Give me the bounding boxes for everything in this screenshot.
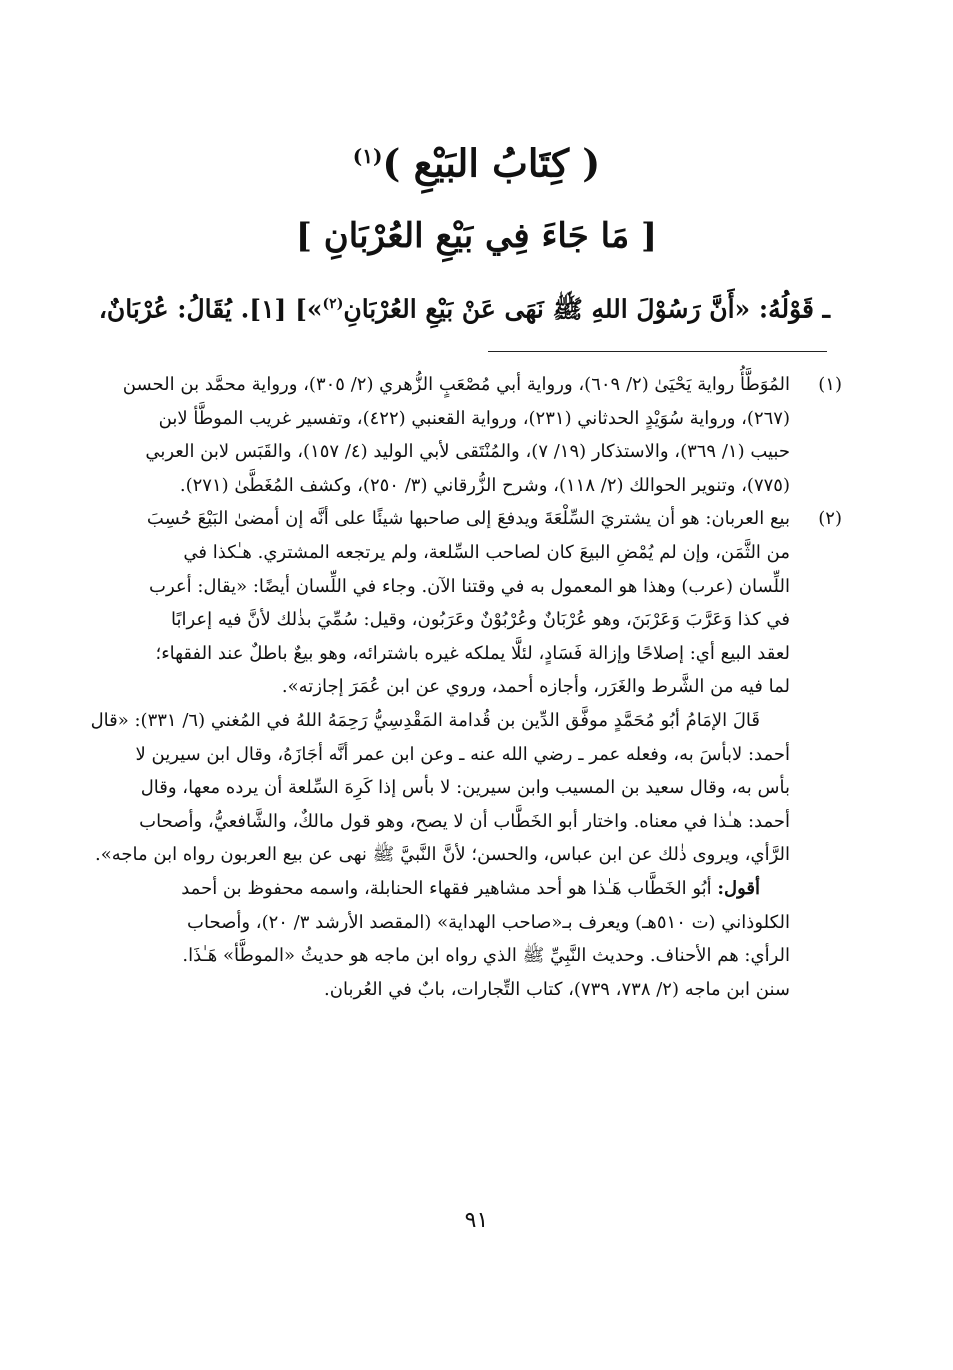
lead-text-after: »] [١]. يُقَالُ: عُرْبَانٌ،	[98, 294, 323, 324]
footnote-line: أحمد: لابأسَ به، وفعله عمر ـ رضي الله عنه ـ وعن ابن عمر أنَّه أجَازَهُ، وقال ابن سيرين لا	[135, 743, 790, 765]
footnote-line: لما فيه من الشَّرط والغَرَر، وأجازه أحمد، وروي عن ابن عُمَرَ إجازته».	[281, 676, 790, 698]
footnote-line: المُوَطَّأُ رواية يَحْيَىٰ (٢/ ٦٠٩)، ورواية أبي مُصْعَبٍ الزُّهري (٢/ ٣٠٥)، ورواية محمَّد بن الحسن	[122, 374, 790, 395]
chapter-title-text: ( كِتَابُ البَيْعِ )	[382, 140, 601, 186]
footnote-line-text: أبُو الخَطَّاب هَـٰذا هو أحد مشاهير فقهاء الحنابلة، واسمه محفوظ بن أحمد	[181, 877, 718, 899]
footnotes	[90, 368, 842, 1006]
footnote-line: بأس به، وقال سعيد بن المسيب وابن سيرين: لا بأس إذا كَرِهَ السِّلعة أن يرده معها، وقال	[140, 777, 790, 799]
footnote-line: حبيب (١/ ٣٦٩)، والاستذكار (١٩/ ٧)، والمُنْتَقى لأبي الوليد (٤/ ١٥٧)، والقَبَس لابن العربي	[145, 441, 790, 463]
footnote-number: (١)	[818, 374, 842, 395]
chapter-title-footnote-ref: (١)	[352, 144, 383, 168]
page-number: ٩١	[464, 1208, 489, 1233]
section-heading: [ مَا جَاءَ فِي بَيْعِ العُرْبَانِ ]	[295, 216, 658, 256]
lead-footnote-ref: (٢)	[322, 296, 344, 312]
footnote-line: قَالَ الإمَامُ أبُو مُحَمَّدٍ موفَّق الدِّين بن قُدامة المَقْدِسِيُّ رَحِمَهُ اللهُ في المُغني (٦/ ٣٣١): «قال	[90, 709, 760, 731]
footnote-line: أحمد: هـٰذا في معناه. واختار أبو الخَطَّاب أن لا يصح، وهو قول مالكٌ، والشَّافعيُّ، وأصحاب	[139, 810, 790, 832]
footnote-line: (٢٦٧)، ورواية سُوَيْدٍ الحدثاني (٢٣١)، ورواية القعنبي (٤٢٢)، وتفسير غريب الموطَّأ لابن	[158, 407, 790, 429]
footnote-line: الكلوذاني (ت ٥١٠هـ) ويعرف بـ«صاحب الهداية» (المقصد الأرشد ٣/ ٢٠)، وأصحاب	[187, 911, 790, 933]
footnote-line: (٧٧٥)، وتنوير الحوالك (٢/ ١١٨)، وشرح الزُّرقاني (٣/ ٢٥٠)، وكشف المُغَطَّىٰ (٢٧١).	[179, 474, 790, 496]
footnote-number: (٢)	[818, 508, 842, 530]
footnote-2	[90, 502, 842, 1006]
lead-text: ـ قَوْلُهُ: «أَنَّ رَسُوْلَ اللهِ ﷺ نَهَى عَنْ بَيْعِ العُرْبَانِ	[343, 294, 830, 324]
footnote-line: اللِّسان (عرب) وهذا هو المعمول به في وقتنا الآن. وجاء في اللِّسان أيضًا: «يقال: أعرب	[149, 575, 790, 597]
footnote-1	[110, 368, 842, 502]
chapter-title	[0, 128, 953, 192]
footnote-line: الرَّأي، ويروى ذٰلك عن ابن عباس، والحسن؛ لأنَّ النَّبيَّ ﷺ نهى عن بيع العربون رواه ابن ماجه».	[95, 844, 790, 866]
lead-paragraph	[98, 282, 830, 331]
footnote-line	[110, 872, 790, 906]
footnote-line: سنن ابن ماجه (٢/ ٧٣٨، ٧٣٩)، كتاب التِّجارات، بابٌ في العُربان.	[324, 978, 790, 1000]
footnote-line: الرأي: هم الأحناف. وحديث النَّبِيِّ ﷺ الذي رواه ابن ماجه هو حديثُ «الموطَّأ» هَـٰذَا.	[182, 945, 790, 967]
footnote-line: في كذا وَعَرَّبَ وَعَرْبَنَ، وهو عُرْبَانٌ وعُرْبُوْنٌ وعَرَبُون، وقيل: سُمِّيَ بذٰلك لأنَّ فيه إعرابًا	[170, 609, 790, 631]
footnote-separator	[488, 351, 827, 352]
footnote-line: من الثَّمَن، وإن لم يُمْضِ البيعَ كان لصاحب السِّلعة، ولم يرتجعه المشتري. هـٰكذا في	[183, 541, 790, 563]
footnote-line: بيع العربان: هو أن يشتريَ السِّلْعَةَ ويدفعَ إلى صاحبها شيئًا على أنَّه إن أمضىٰ البَيْعَ حُسِبَ	[146, 508, 790, 530]
author-comment-label: أقول:	[717, 877, 760, 899]
footnote-line: لعقد البيع أي: إصلاحًا وإزالة فَسَادٍ، لئلَّا يملكه غيره باشترائه، وهو بيعٌ باطلٌ عند الفقهاء؛	[155, 642, 790, 664]
